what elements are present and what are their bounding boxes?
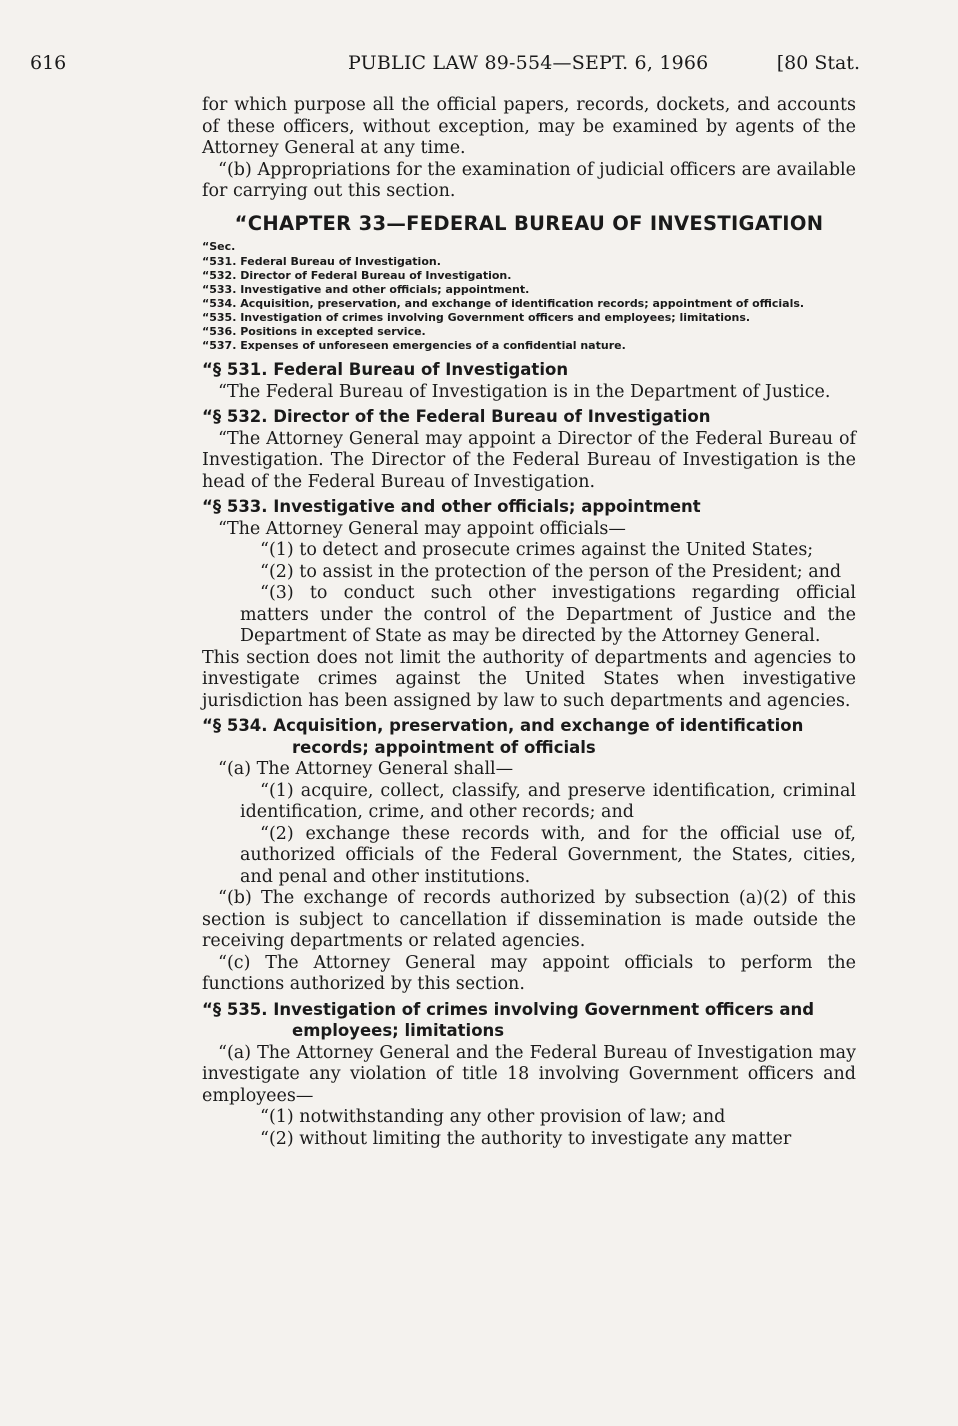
table-of-contents — [202, 240, 856, 353]
toc-entry: “533. Investigative and other officials; appointment. — [202, 283, 530, 296]
page-number: 616 — [30, 52, 67, 74]
section-533-item-1: “(1) to detect and prosecute crimes against the United States; — [260, 540, 814, 560]
section-533-heading: “§ 533. Investigative and other officials; appointment — [202, 497, 701, 516]
toc-entry: “534. Acquisition, preservation, and exchange of identification records; appointment of officials. — [202, 297, 805, 310]
intro-paragraph-1: for which purpose all the official papers, records, dockets, and accounts of these officers, without exception, may be examined by agents of the Attorney General at any time. — [202, 95, 856, 158]
section-535-heading: “§ 535. Investigation of crimes involving Government officers and employees; limitations — [202, 999, 815, 1040]
toc-entry: “532. Director of Federal Bureau of Investigation. — [202, 269, 512, 282]
section-535-a: “(a) The Attorney General and the Federal Bureau of Investigation may investigate any violation of title 18 involving Government officers and employees— — [202, 1042, 856, 1106]
header-title: PUBLIC LAW 89-554—SEPT. 6, 1966 — [348, 52, 709, 74]
section-531-text: “The Federal Bureau of Investigation is in the Department of Justice. — [218, 381, 831, 402]
section-532-heading: “§ 532. Director of the Federal Bureau of Investigation — [202, 407, 711, 426]
toc-label: “Sec. — [202, 240, 236, 253]
section-534-heading: “§ 534. Acquisition, preservation, and exchange of identification records; appointment of officials — [202, 716, 804, 757]
section-533-intro: “The Attorney General may appoint officials— — [218, 518, 626, 539]
chapter-title: “CHAPTER 33—FEDERAL BUREAU OF INVESTIGATION — [234, 211, 824, 235]
document-body — [202, 95, 856, 1150]
section-533-item-2: “(2) to assist in the protection of the person of the President; and — [260, 561, 842, 582]
intro-paragraph-2: “(b) Appropriations for the examination of judicial officers are available for carrying out this section. — [202, 159, 856, 201]
section-534-a2: “(2) exchange these records with, and for the official use of, authorized officials of the Federal Government, the States, cities, and penal and other institutions. — [240, 823, 856, 887]
toc-entry: “535. Investigation of crimes involving Government officers and employees; limitations. — [202, 311, 751, 324]
toc-entry: “537. Expenses of unforeseen emergencies of a confidential nature. — [202, 339, 626, 352]
section-534-b: “(b) The exchange of records authorized by subsection (a)(2) of this section is subject to cancellation if dissemination is made outside the receiving departments or related agencies. — [202, 888, 856, 951]
section-535-a2: “(2) without limiting the authority to investigate any matter — [260, 1128, 792, 1149]
section-534-a: “(a) The Attorney General shall— — [218, 759, 514, 779]
toc-entry: “536. Positions in excepted service. — [202, 325, 426, 338]
section-533-item-3: “(3) to conduct such other investigations regarding official matters under the control of the Department of Justice and the Department of State as may be directed by the Attorney General. — [240, 583, 856, 646]
section-531-heading: “§ 531. Federal Bureau of Investigation — [202, 360, 569, 379]
section-534-c: “(c) The Attorney General may appoint officials to perform the functions authorized by this section. — [202, 952, 856, 994]
section-533-closing: This section does not limit the authority of departments and agencies to investigate crimes against the United States when investigative jurisdiction has been assigned by law to such departments and agencies. — [202, 647, 856, 711]
running-header — [30, 52, 860, 86]
statute-reference: [80 Stat. — [776, 52, 860, 74]
toc-entry: “531. Federal Bureau of Investigation. — [202, 255, 441, 268]
section-534-a1: “(1) acquire, collect, classify, and preserve identification, criminal identification, crime, and other records; and — [240, 780, 856, 822]
section-535-a1: “(1) notwithstanding any other provision of law; and — [260, 1107, 726, 1127]
section-532-text: “The Attorney General may appoint a Director of the Federal Bureau of Investigation. The Director of the Federal Bureau of Investigation is the head of the Federal Bureau of Investigation. — [202, 428, 856, 492]
